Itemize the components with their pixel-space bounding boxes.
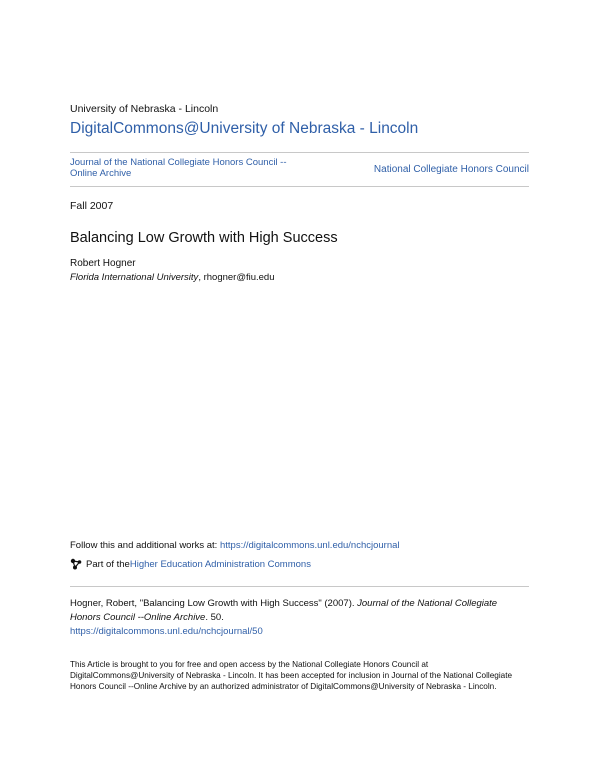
citation-prefix: Hogner, Robert, "Balancing Low Growth with High Success" (2007). (70, 598, 358, 609)
author-name: Robert Hogner (70, 258, 136, 269)
institution-name: University of Nebraska - Lincoln (70, 103, 219, 115)
affiliation-institution: Florida International University (70, 272, 199, 283)
citation-url-link[interactable]: https://digitalcommons.unl.edu/nchcjournal/50 (70, 626, 263, 637)
author-email: , rhogner@fiu.edu (198, 272, 275, 283)
citation-journal: Journal of the National Collegiate Honors Council --Online Archive (70, 598, 498, 623)
publication-date: Fall 2007 (70, 200, 114, 212)
author-affiliation (70, 272, 275, 283)
repository-link[interactable]: DigitalCommons@University of Nebraska - Lincoln (70, 120, 419, 137)
network-icon (70, 558, 82, 570)
follow-line (70, 540, 400, 551)
follow-label: Follow this and additional works at: (70, 540, 220, 551)
access-note: This Article is brought to you for free and open access by the National Collegiate Honors Council at DigitalCommons@University of Nebraska - Lincoln. It has been accepted for inclusion in Journal of the National Collegiate Honors Council --Online Archive by an authorized administrator of DigitalCommons@University of Nebraska - Lincoln. (70, 660, 513, 691)
citation-suffix: . 50. (205, 612, 224, 623)
follow-url-link[interactable]: https://digitalcommons.unl.edu/nchcjournal (219, 540, 400, 551)
article-title: Balancing Low Growth with High Success (70, 230, 338, 246)
council-link[interactable]: National Collegiate Honors Council (373, 164, 529, 175)
journal-link[interactable]: Journal of the National Collegiate Honors Council --Online Archive (70, 157, 287, 179)
divider-citation (70, 586, 529, 587)
part-of-line (70, 558, 311, 570)
commons-link[interactable]: Higher Education Administration Commons (129, 558, 311, 570)
recommended-citation (70, 597, 530, 639)
part-of-label: Part of the (86, 558, 130, 570)
divider-top (70, 152, 529, 153)
divider-header-bottom (70, 186, 529, 187)
